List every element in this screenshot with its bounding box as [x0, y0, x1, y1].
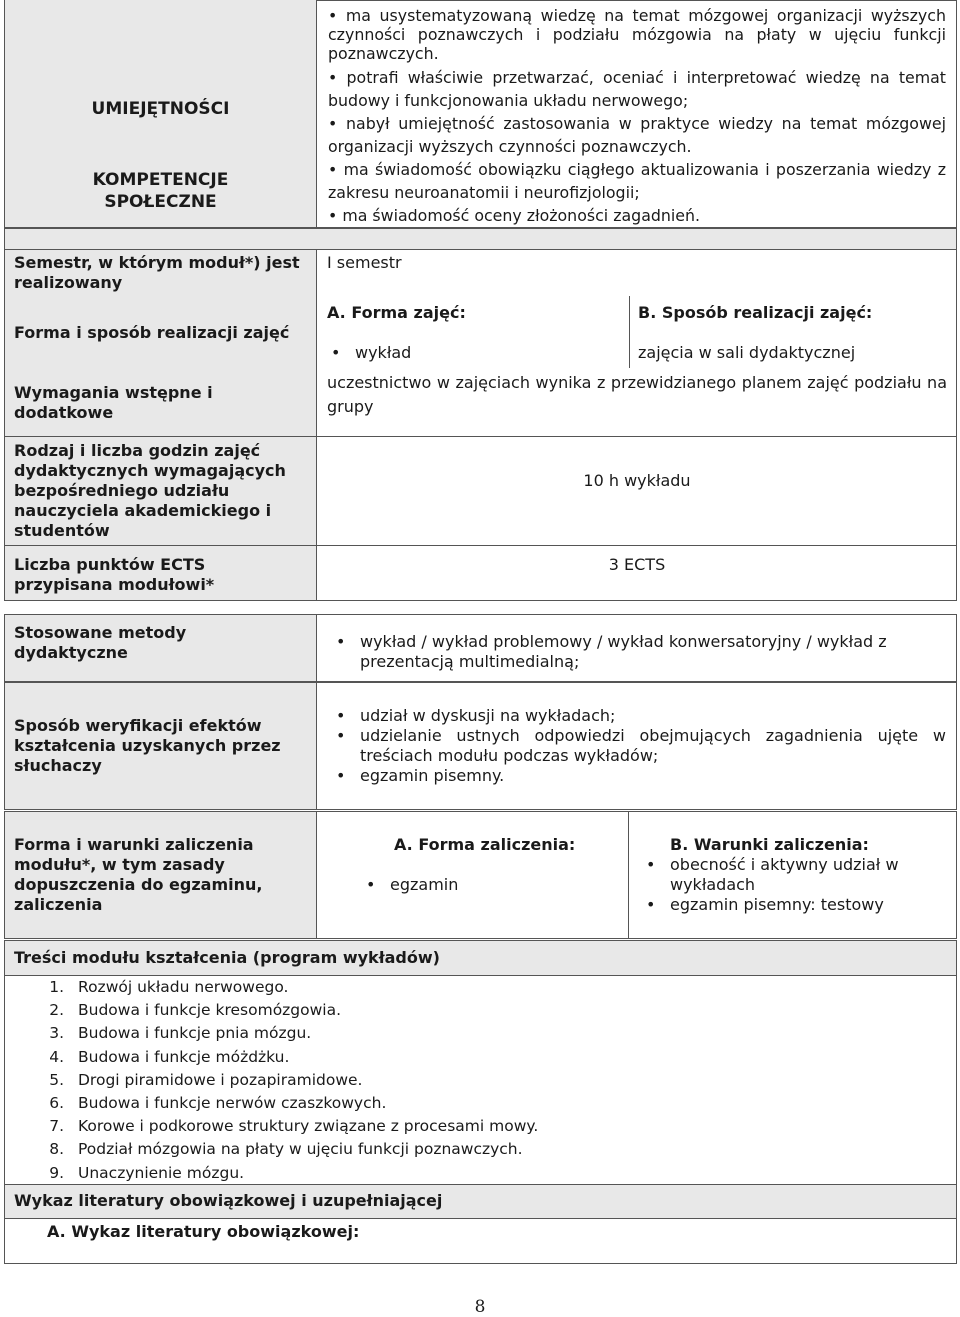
- form-a-title: A. Forma zajęć:: [327, 303, 466, 322]
- hours-label: Rodzaj i liczba godzin zajęć dydaktycznych wymagających bezpośredniego udziału nauczyciela akademickiego i studentów: [14, 441, 286, 540]
- form-b-item: zajęcia w sali dydaktycznej: [638, 343, 856, 362]
- label-social-2: SPOŁECZNE: [104, 192, 217, 212]
- methods-label: Stosowane metody dydaktyczne: [14, 623, 187, 662]
- credit-b-item: • obecność i aktywny udział w wykładach: [642, 855, 942, 895]
- content-item: 1. Rozwój układu nerwowego.: [49, 978, 289, 996]
- content-item: 8. Podział mózgowia na płaty w ujęciu funkcji poznawczych.: [49, 1140, 523, 1159]
- content-list: [32, 976, 932, 1185]
- content-title: Treści modułu kształcenia (program wykładów): [14, 948, 440, 967]
- verification-list: [332, 706, 946, 786]
- skills-item: • ma świadomość oceny złożoności zagadnień.: [328, 206, 701, 225]
- separator-bar: [4, 228, 957, 250]
- form-a-list: [327, 343, 617, 363]
- page-number: 8: [474, 1297, 486, 1317]
- credit-b-list: [642, 855, 942, 915]
- module-info-label-column: [5, 250, 316, 600]
- form-a-item: • wykład: [327, 343, 617, 363]
- ects-value: 3 ECTS: [608, 555, 666, 574]
- semester-label: Semestr, w którym moduł*) jest realizowany: [14, 253, 300, 292]
- requirements-label: Wymagania wstępne i dodatkowe: [14, 383, 213, 422]
- content-item: 2. Budowa i funkcje kresomózgowia.: [49, 1001, 342, 1020]
- skills-item: • nabył umiejętność zastosowania w praktyce wiedzy na temat mózgowej organizacji wyższych czynności poznawczych.: [328, 114, 946, 156]
- credit-a-title: A. Forma zaliczenia:: [394, 835, 576, 854]
- verification-item: • udzielanie ustnych odpowiedzi obejmujących zagadnienia ujęte w treściach modułu podczas wykładów;: [332, 726, 946, 766]
- semester-value: I semestr: [327, 253, 402, 272]
- credit-a-list: [362, 875, 612, 895]
- verification-item: • udział w dyskusji na wykładach;: [332, 706, 946, 726]
- content-item: 4. Budowa i funkcje móżdżku.: [49, 1047, 290, 1066]
- content-item: 7. Korowe i podkorowe struktury związane z procesami mowy.: [49, 1117, 539, 1136]
- hours-value: 10 h wykładu: [583, 471, 691, 490]
- ects-label: Liczba punktów ECTS przypisana modułowi*: [14, 555, 215, 594]
- content-item: 6. Budowa i funkcje nerwów czaszkowych.: [49, 1094, 387, 1113]
- skills-item: • ma świadomość obowiązku ciągłego aktualizowania i poszerzania wiedzy z zakresu neuroanatomii i neurofizjologii;: [328, 160, 946, 202]
- literature-a-title: A. Wykaz literatury obowiązkowej:: [47, 1222, 360, 1241]
- skills-item: • ma usystematyzowaną wiedzę na temat mózgowej organizacji wyższych czynności poznawczych i podziału mózgowia na płaty w ujęciu funkcji poznawczych.: [328, 6, 946, 63]
- content-item: 9. Unaczynienie mózgu.: [49, 1163, 245, 1182]
- credit-b-item: • egzamin pisemny: testowy: [642, 895, 942, 915]
- skills-list: [328, 6, 946, 227]
- methods-list: [332, 632, 922, 672]
- credit-a-item: • egzamin: [362, 875, 612, 895]
- requirements-value: uczestnictwo w zajęciach wynika z przewidzianego planem zajęć podziału na grupy: [327, 373, 947, 416]
- skills-item: • potrafi właściwie przetwarzać, oceniać i interpretować wiedzę na temat budowy i funkcjonowania układu nerwowego;: [328, 68, 946, 110]
- content-item: 3. Budowa i funkcje pnia mózgu.: [49, 1024, 312, 1043]
- label-skills: UMIEJĘTNOŚCI: [91, 99, 230, 119]
- label-social-1: KOMPETENCJE: [92, 170, 229, 190]
- verification-label: Sposób weryfikacji efektów kształcenia uzyskanych przez słuchaczy: [14, 716, 281, 775]
- content-item: 5. Drogi piramidowe i pozapiramidowe.: [49, 1070, 363, 1089]
- credit-label: Forma i warunki zaliczenia modułu*, w tym zasady dopuszczenia do egzaminu, zaliczenia: [14, 835, 263, 914]
- form-b-title: B. Sposób realizacji zajęć:: [638, 303, 873, 322]
- literature-title: Wykaz literatury obowiązkowej i uzupełniającej: [14, 1191, 443, 1210]
- verification-item: • egzamin pisemny.: [332, 766, 946, 786]
- credit-b-title: B. Warunki zaliczenia:: [670, 835, 869, 854]
- form-label: Forma i sposób realizacji zajęć: [14, 323, 290, 342]
- methods-item: • wykład / wykład problemowy / wykład konwersatoryjny / wykład z prezentacją multimedialną;: [332, 632, 922, 672]
